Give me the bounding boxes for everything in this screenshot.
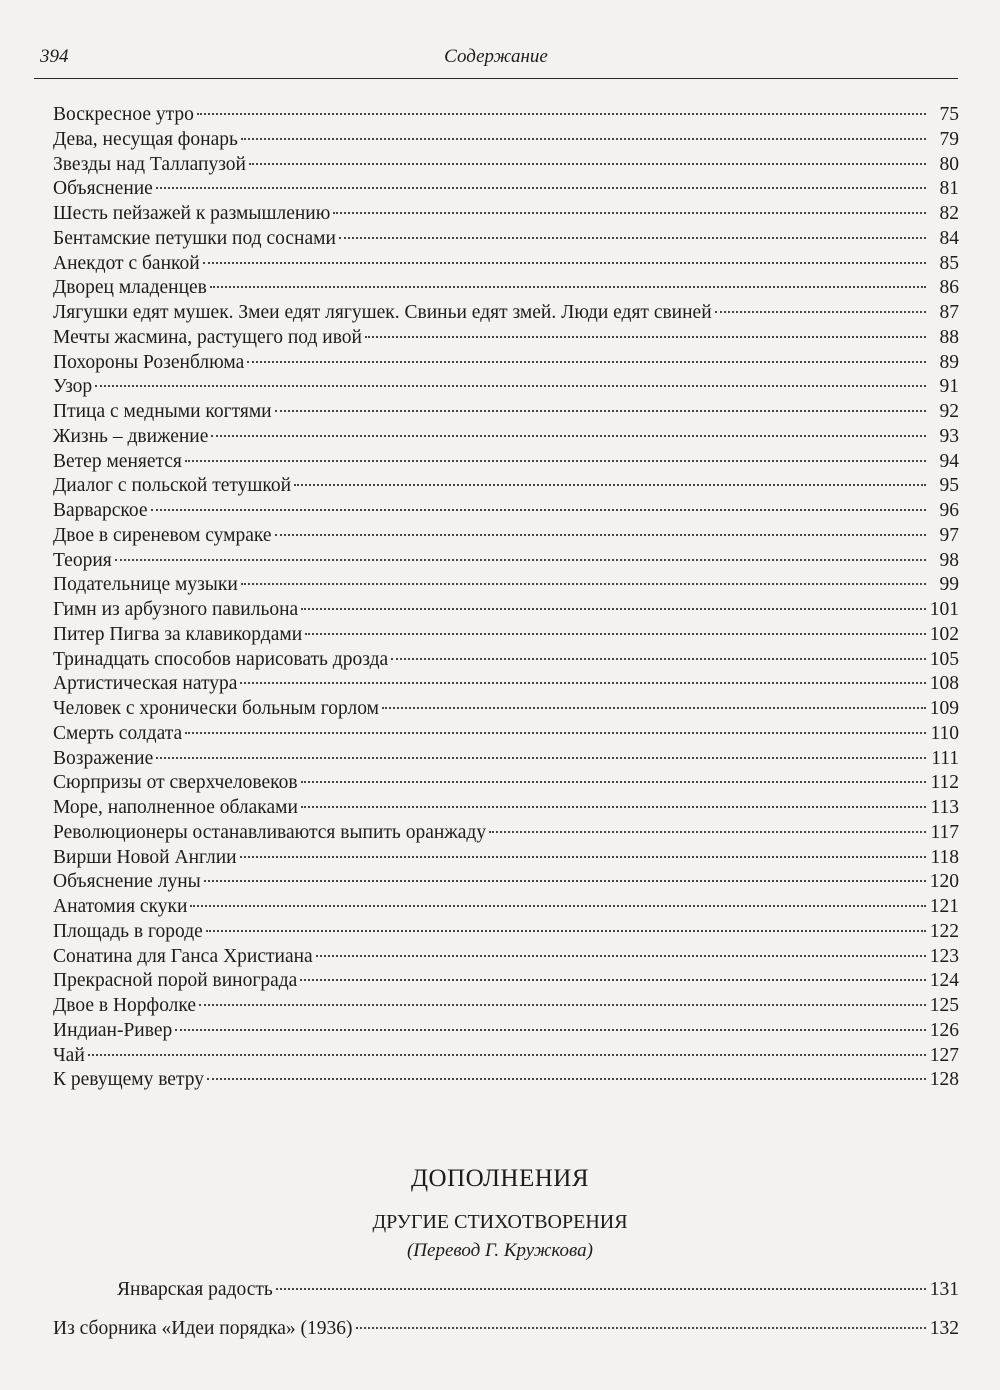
toc-row-appendix-2 — [53, 1316, 959, 1342]
toc-row — [53, 821, 959, 846]
toc-title: Вирши Новой Англии — [53, 846, 237, 868]
toc-page-number: 121 — [929, 896, 959, 917]
dot-leader — [300, 979, 926, 981]
toc-page-number: 113 — [930, 797, 959, 818]
toc-title: Артистическая натура — [53, 673, 238, 695]
toc-row — [53, 351, 959, 376]
toc-row — [53, 846, 959, 871]
dot-leader — [382, 707, 926, 709]
toc-row — [53, 1019, 959, 1044]
dot-leader — [240, 682, 926, 684]
toc-row — [53, 177, 959, 202]
toc-title: Январская радость — [117, 1279, 273, 1300]
toc-title: Дворец младенцев — [53, 277, 207, 299]
toc-page-number: 117 — [930, 821, 959, 843]
toc-page-number: 126 — [929, 1019, 959, 1041]
dot-leader — [185, 732, 926, 734]
toc-page-number: 97 — [939, 524, 959, 546]
toc-page-number: 125 — [929, 995, 959, 1016]
toc-title: Диалог с польской тетушкой — [53, 475, 292, 497]
toc-page-number: 124 — [929, 970, 959, 992]
toc-title: Революционеры останавливаются выпить оранжаду — [53, 821, 487, 843]
toc-row — [53, 276, 959, 301]
dot-leader — [301, 781, 926, 783]
toc-row — [53, 549, 959, 574]
toc-row — [53, 796, 959, 821]
toc-row — [53, 103, 959, 128]
dot-leader — [156, 757, 926, 759]
dot-leader — [715, 311, 926, 313]
toc-row — [53, 375, 959, 400]
dot-leader — [204, 880, 926, 882]
dot-leader — [333, 212, 926, 214]
toc-page-number: 81 — [939, 178, 959, 200]
toc-page-number: 99 — [939, 574, 959, 596]
toc-row — [53, 747, 959, 772]
toc-title: Возражение — [53, 747, 154, 769]
toc-title: Воскресное утро — [53, 104, 194, 125]
dot-leader — [241, 583, 926, 585]
toc-row — [53, 672, 959, 697]
toc-title: Индиан-Ривер — [53, 1019, 173, 1041]
toc-row — [53, 870, 959, 895]
section-heading: ДРУГИЕ СТИХОТВОРЕНИЯ — [372, 1211, 628, 1233]
toc-title: Анатомия скуки — [53, 896, 188, 917]
toc-page-number: 96 — [939, 500, 959, 521]
dot-leader — [210, 286, 926, 288]
dot-leader — [301, 608, 926, 610]
dot-leader — [275, 534, 926, 536]
dot-leader — [151, 509, 926, 511]
toc-page-number: 105 — [929, 648, 959, 670]
toc-page-number: 85 — [939, 252, 959, 274]
toc-page-number: 92 — [939, 401, 959, 422]
toc-row — [53, 252, 959, 277]
toc-title: Площадь в городе — [53, 920, 203, 942]
toc-page-number: 110 — [930, 722, 959, 744]
dot-leader — [240, 856, 926, 858]
toc-page-number: 82 — [939, 203, 959, 224]
toc-title: Ветер меняется — [53, 450, 182, 472]
toc-page-number: 75 — [939, 104, 959, 125]
toc-row — [53, 598, 959, 623]
toc-title: Бентамские петушки под соснами — [53, 227, 336, 249]
toc-row — [53, 969, 959, 994]
toc-page-number: 89 — [939, 351, 959, 373]
running-title: Содержание — [444, 46, 548, 67]
toc-page-number: 112 — [930, 772, 959, 794]
toc-page-number: 98 — [939, 549, 959, 571]
toc-title: Питер Пигва за клавикордами — [53, 623, 303, 645]
page-header — [34, 44, 958, 79]
dot-leader — [275, 410, 926, 412]
dot-leader — [365, 336, 926, 338]
toc-page-number: 122 — [929, 920, 959, 942]
toc-title: Подательнице музыки — [53, 574, 238, 596]
toc-row — [53, 499, 959, 524]
toc-page-number: 91 — [939, 376, 959, 398]
toc-row — [53, 771, 959, 796]
toc-page-number: 93 — [939, 425, 959, 447]
toc-row — [53, 722, 959, 747]
toc-page-number: 102 — [929, 623, 959, 645]
toc-title: Жизнь – движение — [53, 425, 209, 447]
dot-leader — [115, 559, 926, 561]
dot-leader — [197, 113, 926, 115]
toc-row — [53, 474, 959, 499]
toc-page-number: 95 — [939, 475, 959, 497]
appendix-heading: ДОПОЛНЕНИЯ — [410, 1165, 590, 1192]
toc-title: Человек с хронически больным горлом — [53, 698, 379, 719]
dot-leader — [206, 930, 926, 932]
dot-leader — [356, 1327, 926, 1329]
toc-row — [53, 326, 959, 351]
toc-row — [53, 945, 959, 970]
toc-row — [53, 301, 959, 326]
toc-title: Из сборника «Идеи порядка» (1936) — [53, 1318, 353, 1339]
toc-title: Похороны Розенблюма — [53, 351, 245, 373]
dot-leader — [95, 385, 926, 387]
toc-page-number: 84 — [939, 227, 959, 249]
toc-page-number: 79 — [939, 128, 959, 150]
toc-page-number: 131 — [929, 1279, 959, 1300]
toc-title: К ревущему ветру — [53, 1069, 204, 1091]
toc-title: Лягушки едят мушек. Змеи едят лягушек. Свиньи едят змей. Люди едят свиней — [53, 302, 712, 323]
toc-row — [53, 623, 959, 648]
toc-row — [53, 524, 959, 549]
toc-row — [53, 1068, 959, 1093]
toc-page-number: 80 — [939, 153, 959, 175]
toc-title: Птица с медными когтями — [53, 401, 272, 422]
toc-page-number: 87 — [939, 302, 959, 323]
toc-title: Объяснение луны — [53, 871, 201, 893]
toc-page-number: 109 — [929, 698, 959, 719]
table-of-contents — [53, 103, 959, 1093]
toc-row — [53, 227, 959, 252]
toc-page-number: 88 — [939, 326, 959, 348]
toc-title: Звезды над Таллапузой — [53, 153, 246, 175]
toc-page-number: 128 — [929, 1069, 959, 1091]
toc-row — [53, 648, 959, 673]
toc-title: Теория — [53, 549, 112, 571]
translator-note: (Перевод Г. Кружкова) — [406, 1240, 593, 1261]
toc-row — [53, 920, 959, 945]
toc-page-number: 101 — [929, 599, 959, 620]
dot-leader — [301, 806, 926, 808]
toc-row — [53, 450, 959, 475]
toc-row — [53, 573, 959, 598]
toc-title: Двое в сиреневом сумраке — [53, 524, 272, 546]
dot-leader — [190, 905, 926, 907]
toc-row — [53, 425, 959, 450]
toc-row — [53, 1044, 959, 1069]
toc-row — [53, 153, 959, 178]
toc-title: Дева, несущая фонарь — [53, 128, 238, 150]
toc-row — [53, 202, 959, 227]
toc-page-number: 111 — [931, 747, 959, 769]
dot-leader — [211, 435, 926, 437]
toc-row — [53, 400, 959, 425]
dot-leader — [88, 1054, 926, 1056]
dot-leader — [249, 163, 926, 165]
dot-leader — [175, 1029, 926, 1031]
dot-leader — [276, 1288, 926, 1290]
dot-leader — [185, 460, 926, 462]
toc-title: Тринадцать способов нарисовать дрозда — [53, 648, 389, 670]
toc-row — [53, 697, 959, 722]
toc-page-number: 132 — [929, 1318, 959, 1339]
toc-title: Двое в Норфолке — [53, 995, 197, 1016]
dot-leader — [294, 484, 926, 486]
toc-title: Смерть солдата — [53, 722, 183, 744]
toc-title: Анекдот с банкой — [53, 252, 200, 274]
toc-row — [53, 128, 959, 153]
dot-leader — [339, 237, 926, 239]
toc-title: Сюрпризы от сверхчеловеков — [53, 772, 298, 794]
toc-row-appendix-1 — [117, 1277, 959, 1303]
dot-leader — [199, 1004, 926, 1006]
toc-title: Сонатина для Ганса Христиана — [53, 945, 313, 967]
dot-leader — [156, 187, 926, 189]
dot-leader — [391, 658, 926, 660]
dot-leader — [247, 361, 926, 363]
toc-title: Объяснение — [53, 178, 153, 200]
toc-title: Море, наполненное облаками — [53, 797, 298, 818]
toc-title: Прекрасной порой винограда — [53, 970, 298, 992]
toc-page-number: 94 — [939, 450, 959, 472]
dot-leader — [207, 1078, 926, 1080]
toc-page-number: 120 — [929, 871, 959, 893]
toc-title: Чай — [53, 1044, 85, 1066]
toc-page-number: 118 — [930, 846, 959, 868]
toc-title: Гимн из арбузного павильона — [53, 599, 299, 620]
toc-page-number: 123 — [929, 945, 959, 967]
dot-leader — [241, 138, 926, 140]
page-number: 394 — [40, 46, 69, 67]
toc-page-number: 86 — [939, 277, 959, 299]
toc-title: Варварское — [53, 500, 148, 521]
toc-row — [53, 994, 959, 1019]
toc-page-number: 127 — [929, 1044, 959, 1066]
dot-leader — [316, 955, 926, 957]
toc-row — [53, 895, 959, 920]
toc-page-number: 108 — [929, 673, 959, 695]
toc-title: Шесть пейзажей к размышлению — [53, 203, 331, 224]
dot-leader — [489, 831, 926, 833]
dot-leader — [203, 262, 926, 264]
toc-title: Мечты жасмина, растущего под ивой — [53, 326, 362, 348]
toc-title: Узор — [53, 376, 93, 398]
dot-leader — [305, 633, 926, 635]
